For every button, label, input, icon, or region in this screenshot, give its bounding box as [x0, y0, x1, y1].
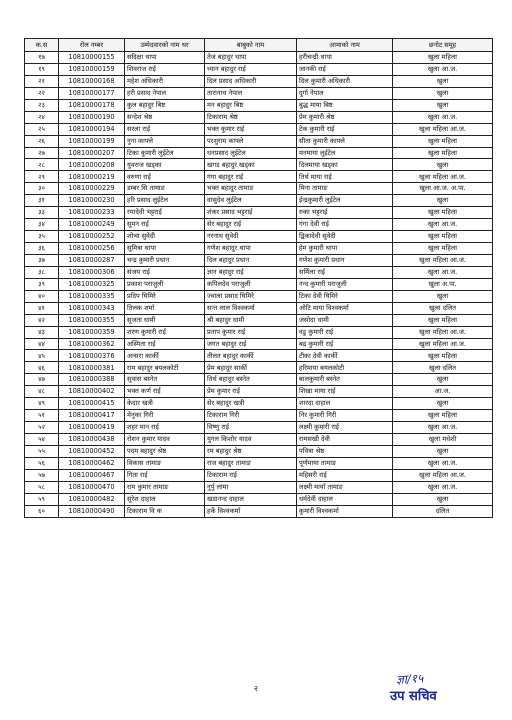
father-name-cell: रम बहादुर श्रेष्ठ: [205, 445, 297, 457]
father-name-cell: वासुदेव लुईटेल: [205, 195, 297, 207]
roll-number-cell: 10810000199: [59, 135, 125, 147]
mother-name-cell: तिर्थ माया राई: [297, 171, 393, 183]
roll-number-cell: 10810000207: [59, 147, 125, 159]
roll-number-cell: 10810000417: [59, 410, 125, 422]
candidate-name-cell: प्रकाश पराजुली: [125, 278, 205, 290]
serial-cell: २८: [25, 159, 59, 171]
table-row: [25, 362, 493, 374]
serial-cell: ४२: [25, 314, 59, 326]
mother-name-cell: लक्ष्मी कुमारी राई: [297, 422, 393, 434]
roll-number-cell: 10810000462: [59, 457, 125, 469]
selection-group-cell: खुला: [393, 99, 493, 111]
candidate-name-cell: सदिक्षा थापा: [125, 52, 205, 64]
father-name-cell: दिल प्रसाद अधिकारी: [205, 75, 297, 87]
table-row: [25, 302, 493, 314]
selection-group-cell: खुला महिला आ.ज.: [393, 326, 493, 338]
candidate-name-cell: कुल बहादुर बिष्ट: [125, 99, 205, 111]
father-name-cell: टिकाराम श्रेष्ठ: [205, 111, 297, 123]
roll-number-cell: 10810000470: [59, 481, 125, 493]
mother-name-cell: दुर्गा नेपाल: [297, 87, 393, 99]
mother-name-cell: निर कुमारी गिरी: [297, 410, 393, 422]
table-row: [25, 219, 493, 231]
mother-name-cell: पूर्णमाया तामाङ: [297, 457, 393, 469]
serial-cell: ४३: [25, 326, 59, 338]
candidate-name-cell: संजय राई: [125, 266, 205, 278]
roll-number-cell: 10810000381: [59, 362, 125, 374]
candidate-name-cell: शहर मान राई: [125, 422, 205, 434]
table-body: [25, 52, 493, 518]
candidate-name-cell: युवराज खड्का: [125, 159, 205, 171]
candidate-results-table: [24, 38, 493, 518]
table-row: [25, 434, 493, 446]
roll-number-cell: 10810000419: [59, 422, 125, 434]
serial-cell: २७: [25, 147, 59, 159]
roll-number-cell: 10810000256: [59, 243, 125, 255]
serial-cell: ४४: [25, 338, 59, 350]
roll-number-cell: 10810000359: [59, 326, 125, 338]
father-name-cell: नरनाथ सुवेदी: [205, 231, 297, 243]
father-name-cell: मन बहादुर बिष्ट: [205, 99, 297, 111]
mother-name-cell: बुद्ध माया बिष्ट: [297, 99, 393, 111]
father-name-cell: प्रेम कुमार राई: [205, 386, 297, 398]
table-row: [25, 374, 493, 386]
selection-group-cell: खुला: [393, 398, 493, 410]
roll-number-cell: 10810000287: [59, 254, 125, 266]
table-row: [25, 87, 493, 99]
candidate-name-cell: सुवास बस्नेत: [125, 374, 205, 386]
selection-group-cell: खुला महिला: [393, 410, 493, 422]
father-name-cell: राज बहादुर तामाङ: [205, 457, 297, 469]
roll-number-cell: 10810000482: [59, 493, 125, 505]
father-name-cell: प्रेम बहादुर सार्की: [205, 362, 297, 374]
father-name-cell: जगत बहादुर राई: [205, 338, 297, 350]
table-row: [25, 278, 493, 290]
table-row: [25, 254, 493, 266]
mother-name-cell: टेक कुमारी राई: [297, 123, 393, 135]
mother-name-cell: लक्ष्मी मायाँ तामाङ: [297, 481, 393, 493]
father-name-cell: धनप्रसाद लुईटेल: [205, 147, 297, 159]
candidate-name-cell: महेश अधिकारी: [125, 75, 205, 87]
table-row: [25, 350, 493, 362]
selection-group-cell: खुला महिला आ.ज.: [393, 469, 493, 481]
page-number: २: [253, 684, 259, 693]
mother-name-cell: ईन्द्रकुमारी लुईटेल: [297, 195, 393, 207]
selection-group-cell: खुला महिला: [393, 314, 493, 326]
header-candidate-name: उम्मेदवारको नाम थर: [125, 39, 205, 52]
candidate-name-cell: सुजता धामी: [125, 314, 205, 326]
mother-name-cell: बद्र कुमारी राई: [297, 338, 393, 350]
father-name-cell: शंकर प्रसाद भट्टराई: [205, 207, 297, 219]
serial-cell: ३७: [25, 254, 59, 266]
roll-number-cell: 10810000376: [59, 350, 125, 362]
roll-number-cell: 10810000325: [59, 278, 125, 290]
mother-name-cell: रुका भट्टराई: [297, 207, 393, 219]
candidate-name-cell: रमादेवी भट्टराई: [125, 207, 205, 219]
serial-cell: २३: [25, 99, 59, 111]
selection-group-cell: खुला आ.ज.: [393, 457, 493, 469]
table-row: [25, 207, 493, 219]
selection-group-cell: खुला महिला आ.ज.: [393, 338, 493, 350]
mother-name-cell: सर्मिला राई: [297, 266, 393, 278]
father-name-cell: परशुराम काफ्ले: [205, 135, 297, 147]
serial-cell: ५५: [25, 445, 59, 457]
candidate-name-cell: शिवराज राई: [125, 63, 205, 75]
father-name-cell: ज्वाला प्रसाद घिमिरे: [205, 290, 297, 302]
selection-group-cell: खुला महिला आ.ज.: [393, 123, 493, 135]
table-row: [25, 469, 493, 481]
table-row: [25, 398, 493, 410]
roll-number-cell: 10810000233: [59, 207, 125, 219]
table-row: [25, 135, 493, 147]
candidate-name-cell: पदम बहादुर श्रेष्ठ: [125, 445, 205, 457]
mother-name-cell: शारदा दाहाल: [297, 398, 393, 410]
mother-name-cell: हरीचन्द्री थापा: [297, 52, 393, 64]
table-row: [25, 481, 493, 493]
candidate-name-cell: प्रदिप घिमिरे: [125, 290, 205, 302]
roll-number-cell: 10810000208: [59, 159, 125, 171]
serial-cell: ४६: [25, 362, 59, 374]
father-name-cell: नुर्पु लामा: [205, 481, 297, 493]
roll-number-cell: 10810000438: [59, 434, 125, 446]
serial-cell: ५८: [25, 481, 59, 493]
mother-name-cell: धर्मदेवी दाहाल: [297, 493, 393, 505]
header-serial: क.स: [25, 39, 59, 52]
roll-number-cell: 10810000177: [59, 87, 125, 99]
roll-number-cell: 10810000467: [59, 469, 125, 481]
selection-group-cell: खुला महिला: [393, 147, 493, 159]
roll-number-cell: 10810000194: [59, 123, 125, 135]
serial-cell: २१: [25, 75, 59, 87]
mother-name-cell: रामसखी देवी: [297, 434, 393, 446]
candidate-name-cell: टिकाराम वि क: [125, 505, 205, 517]
father-name-cell: श्री बहादुर धामी: [205, 314, 297, 326]
mother-name-cell: नन्द कुमारी पराजुली: [297, 278, 393, 290]
selection-group-cell: खुला आ.ज.: [393, 111, 493, 123]
designation: उप सचिव: [390, 689, 437, 704]
selection-group-cell: दलित: [393, 505, 493, 517]
father-name-cell: सेर बहादुर खत्री: [205, 398, 297, 410]
father-name-cell: विष्णु राई: [205, 422, 297, 434]
father-name-cell: तीलत बहादुर कार्की: [205, 350, 297, 362]
serial-cell: ३८: [25, 266, 59, 278]
serial-cell: ५७: [25, 469, 59, 481]
father-name-cell: ध्यान बहादुर राई: [205, 63, 297, 75]
table-row: [25, 386, 493, 398]
table-row: [25, 290, 493, 302]
table-row: [25, 111, 493, 123]
candidate-name-cell: सुमित्रा थापा: [125, 243, 205, 255]
mother-name-cell: मिना तामाङ: [297, 183, 393, 195]
selection-group-cell: खुला: [393, 195, 493, 207]
signature: ज्ञा/१५: [395, 671, 424, 687]
serial-cell: ५९: [25, 493, 59, 505]
selection-group-cell: खुला महिला: [393, 52, 493, 64]
father-name-cell: सन्त लाल विश्वकर्मा: [205, 302, 297, 314]
father-name-cell: युगल किशोर यादव: [205, 434, 297, 446]
serial-cell: २५: [25, 123, 59, 135]
serial-cell: १७: [25, 52, 59, 64]
father-name-cell: दिल बहादुर प्रधान: [205, 254, 297, 266]
table-row: [25, 123, 493, 135]
mother-name-cell: गंगा देवी राई: [297, 219, 393, 231]
selection-group-cell: खुला महिला: [393, 350, 493, 362]
candidate-name-cell: केदार खत्री: [125, 398, 205, 410]
table-header-row: [25, 39, 493, 52]
serial-cell: १९: [25, 63, 59, 75]
candidate-name-cell: विकास तामाङ: [125, 457, 205, 469]
mother-name-cell: द्विकादेवी सुवेदी: [297, 231, 393, 243]
selection-group-cell: खुला आ.ज.: [393, 481, 493, 493]
table-row: [25, 314, 493, 326]
mother-name-cell: हरिमाया बयलकोटी: [297, 362, 393, 374]
serial-cell: ५६: [25, 457, 59, 469]
selection-group-cell: खुला आ.ज.: [393, 219, 493, 231]
roll-number-cell: 10810000343: [59, 302, 125, 314]
serial-cell: २२: [25, 87, 59, 99]
table-row: [25, 338, 493, 350]
father-name-cell: तेज बहादुर थापा: [205, 52, 297, 64]
mother-name-cell: वडु कुमारी राई: [297, 326, 393, 338]
serial-cell: २६: [25, 135, 59, 147]
selection-group-cell: खुला आ.ज. अ.पा.: [393, 183, 493, 195]
mother-name-cell: टिका देवी घिमिरे: [297, 290, 393, 302]
serial-cell: २४: [25, 111, 59, 123]
serial-cell: ३०: [25, 183, 59, 195]
serial-cell: ४०: [25, 290, 59, 302]
mother-name-cell: शिखा माया राई: [297, 386, 393, 398]
candidate-name-cell: टिका कुमारी लुईटेल: [125, 147, 205, 159]
candidate-name-cell: नुना काफ्ले: [125, 135, 205, 147]
roll-number-cell: 10810000229: [59, 183, 125, 195]
roll-number-cell: 10810000159: [59, 63, 125, 75]
selection-group-cell: खुला महिला आ.ज.: [393, 171, 493, 183]
roll-number-cell: 10810000452: [59, 445, 125, 457]
roll-number-cell: 10810000230: [59, 195, 125, 207]
father-name-cell: कपिलदेव पराजुली: [205, 278, 297, 290]
candidate-name-cell: गिता राई: [125, 469, 205, 481]
selection-group-cell: खुला महिला: [393, 207, 493, 219]
candidate-name-cell: राम बहादुर बयलकोटी: [125, 362, 205, 374]
roll-number-cell: 10810000355: [59, 314, 125, 326]
father-name-cell: भक्त कुमार राई: [205, 123, 297, 135]
mother-name-cell: जसोदा धामी: [297, 314, 393, 326]
selection-group-cell: खुला महिला आ.ज.: [393, 254, 493, 266]
candidate-name-cell: राम कुमार तामाङ: [125, 481, 205, 493]
serial-cell: ४५: [25, 350, 59, 362]
serial-cell: ४७: [25, 374, 59, 386]
table-row: [25, 326, 493, 338]
father-name-cell: खडानन्द दाहाल: [205, 493, 297, 505]
selection-group-cell: खुला अ.पा.: [393, 278, 493, 290]
father-name-cell: टिकाराम गिरी: [205, 410, 297, 422]
roll-number-cell: 10810000306: [59, 266, 125, 278]
selection-group-cell: खुला आ.ज.: [393, 266, 493, 278]
selection-group-cell: खुला महिला: [393, 135, 493, 147]
header-father-name: बाबुको नाम: [205, 39, 297, 52]
serial-cell: २९: [25, 171, 59, 183]
candidate-name-cell: सुरेश दाहाल: [125, 493, 205, 505]
father-name-cell: भक्त बहादुर तामाङ: [205, 183, 297, 195]
mother-name-cell: दिल कुमारी अधिकारी: [297, 75, 393, 87]
selection-group-cell: आ.ज.: [393, 386, 493, 398]
table-row: [25, 147, 493, 159]
mother-name-cell: मनमाया लुईटेल: [297, 147, 393, 159]
mother-name-cell: जानकी राई: [297, 63, 393, 75]
roll-number-cell: 10810000388: [59, 374, 125, 386]
mother-name-cell: गणेश कुमारी प्रधान: [297, 254, 393, 266]
serial-cell: ३९: [25, 278, 59, 290]
candidate-name-cell: सुमन राई: [125, 219, 205, 231]
roll-number-cell: 10810000219: [59, 171, 125, 183]
serial-cell: ४९: [25, 398, 59, 410]
table-row: [25, 159, 493, 171]
serial-cell: ४८: [25, 386, 59, 398]
header-roll-number: रोल नम्बर: [59, 39, 125, 52]
roll-number-cell: 10810000362: [59, 338, 125, 350]
table-row: [25, 63, 493, 75]
selection-group-cell: खुला: [393, 493, 493, 505]
roll-number-cell: 10810000335: [59, 290, 125, 302]
roll-number-cell: 10810000190: [59, 111, 125, 123]
header-selection-group: छनोट समूह: [393, 39, 493, 52]
selection-group-cell: खुला: [393, 374, 493, 386]
father-name-cell: खगड बहादुर खड्का: [205, 159, 297, 171]
candidate-name-cell: अन्सरा कार्की: [125, 350, 205, 362]
mother-name-cell: महिसरी राई: [297, 469, 393, 481]
table-row: [25, 505, 493, 517]
table-row: [25, 183, 493, 195]
candidate-name-cell: अस्मिता राई: [125, 338, 205, 350]
selection-group-cell: खुला महिला: [393, 231, 493, 243]
selection-group-cell: खुला मधेशी: [393, 434, 493, 446]
table-row: [25, 445, 493, 457]
candidate-name-cell: रोशन कुमार यादव: [125, 434, 205, 446]
table-row: [25, 231, 493, 243]
mother-name-cell: हेम कुमारी थापा: [297, 243, 393, 255]
father-name-cell: हर्के विश्वकर्मा: [205, 505, 297, 517]
roll-number-cell: 10810000402: [59, 386, 125, 398]
selection-group-cell: खुला महिला: [393, 243, 493, 255]
mother-name-cell: सीता कुमारी काफ्ले: [297, 135, 393, 147]
candidate-name-cell: शोभा सुवेदी: [125, 231, 205, 243]
table-row: [25, 243, 493, 255]
table-row: [25, 422, 493, 434]
table-row: [25, 410, 493, 422]
mother-name-cell: बालकुमारी बस्नेत: [297, 374, 393, 386]
candidate-name-cell: हरि प्रसाद लुईटेल: [125, 195, 205, 207]
selection-group-cell: खुला दलित: [393, 302, 493, 314]
serial-cell: ५१: [25, 410, 59, 422]
roll-number-cell: 10810000155: [59, 52, 125, 64]
candidate-name-cell: भक्त कर्ण राई: [125, 386, 205, 398]
father-name-cell: ज्ञान बहादुर राई: [205, 266, 297, 278]
father-name-cell: तारानाथ नेपाल: [205, 87, 297, 99]
serial-cell: ३३: [25, 207, 59, 219]
mother-name-cell: कुमारी विश्वकर्मा: [297, 505, 393, 517]
father-name-cell: सेर बहादुर राई: [205, 219, 297, 231]
candidate-name-cell: शरण कुमारी राई: [125, 326, 205, 338]
selection-group-cell: खुला: [393, 75, 493, 87]
father-name-cell: गंगा बहादुर राई: [205, 171, 297, 183]
candidate-name-cell: मेनुका गिरी: [125, 410, 205, 422]
candidate-name-cell: तिलक शर्मा: [125, 302, 205, 314]
serial-cell: ५४: [25, 434, 59, 446]
candidate-name-cell: सरला राई: [125, 123, 205, 135]
roll-number-cell: 10810000490: [59, 505, 125, 517]
mother-name-cell: प्रेम कुमारी श्रेष्ठ: [297, 111, 393, 123]
serial-cell: ३१: [25, 195, 59, 207]
selection-group-cell: खुला: [393, 87, 493, 99]
table-row: [25, 171, 493, 183]
table-row: [25, 195, 493, 207]
roll-number-cell: 10810000252: [59, 231, 125, 243]
selection-group-cell: खुला: [393, 290, 493, 302]
roll-number-cell: 10810000178: [59, 99, 125, 111]
father-name-cell: तिर्थ बहादुर बस्नेत: [205, 374, 297, 386]
serial-cell: ३६: [25, 243, 59, 255]
candidate-name-cell: हरी प्रसाद नेपाल: [125, 87, 205, 99]
selection-group-cell: खुला: [393, 445, 493, 457]
father-name-cell: प्रताप कुमार राई: [205, 326, 297, 338]
father-name-cell: टिकाराम राई: [205, 469, 297, 481]
candidate-name-cell: डम्बर सि तामाङ: [125, 183, 205, 195]
serial-cell: ४१: [25, 302, 59, 314]
mother-name-cell: पवित्रा श्रेष्ठ: [297, 445, 393, 457]
mother-name-cell: ओटि माया विश्वकर्मा: [297, 302, 393, 314]
candidate-name-cell: चन्द्र कुमारी प्रधान: [125, 254, 205, 266]
roll-number-cell: 10810000168: [59, 75, 125, 87]
candidate-name-cell: सन्देश श्रेष्ठ: [125, 111, 205, 123]
table-row: [25, 75, 493, 87]
table-row: [25, 52, 493, 64]
roll-number-cell: 10810000415: [59, 398, 125, 410]
candidate-name-cell: वरुणा राई: [125, 171, 205, 183]
selection-group-cell: खुला दलित: [393, 362, 493, 374]
serial-cell: ६०: [25, 505, 59, 517]
table-row: [25, 493, 493, 505]
table-row: [25, 99, 493, 111]
table-row: [25, 266, 493, 278]
serial-cell: ३४: [25, 219, 59, 231]
selection-group-cell: खुला आ.ज.: [393, 63, 493, 75]
roll-number-cell: 10810000249: [59, 219, 125, 231]
table-row: [25, 457, 493, 469]
mother-name-cell: दिलमाया खड्का: [297, 159, 393, 171]
serial-cell: ३५: [25, 231, 59, 243]
serial-cell: ५२: [25, 422, 59, 434]
selection-group-cell: खुला आ.ज.: [393, 422, 493, 434]
father-name-cell: गणेश बहादुर थापा: [205, 243, 297, 255]
selection-group-cell: खुला: [393, 159, 493, 171]
mother-name-cell: टीका देवी कार्की: [297, 350, 393, 362]
header-mother-name: आमाको नाम: [297, 39, 393, 52]
